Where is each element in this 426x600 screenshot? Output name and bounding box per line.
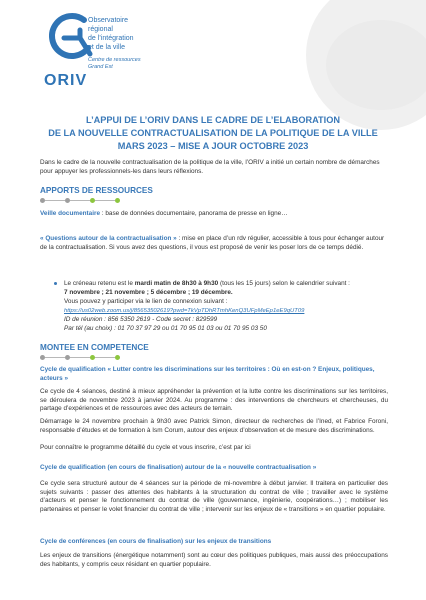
schedule-dates: 7 novembre ; 21 novembre ; 5 décembre ; 19 décembre. (64, 289, 233, 296)
org-subline: Grand Est (88, 64, 113, 70)
section-heading-resources: APPORTS DE RESSOURCES (40, 186, 153, 195)
meeting-id: ID de réunion : 856 5350 2619 - Code secret : 829599 (64, 316, 218, 323)
intro-paragraph: Dans le cadre de la nouvelle contractualisation de la politique de la ville, l’ORIV a initié un certain nombre de démarches pour appuyer les professionnels-les dans leurs réflexions. (40, 159, 380, 175)
org-line: et de la ville (88, 44, 125, 51)
org-line: régional (88, 26, 113, 33)
title-line: MARS 2023 – MISE A JOUR OCTOBRE 2023 (117, 141, 309, 151)
org-line: de l’intégration (88, 35, 134, 42)
cycle2-title: Cycle de qualification (en cours de finalisation) autour de la « nouvelle contractualisation » (40, 464, 317, 471)
cycle1-description: Ce cycle de 4 séances, destiné à mieux appréhender la prévention et la lutte contre les discriminations sur les territoires, se déroulera de novembre 2023 à janvier 2024. Au programme : des interventions de chercheurs et chercheuses, du partage d’expériences et de ressources avec des acteurs de terrain. (40, 388, 388, 413)
veille-paragraph (40, 210, 388, 219)
zoom-link[interactable]: https://us02web.zoom.us/j/85653502619?pwd=TkVpTDhRTmhKenQ3UFpMeEp1eE9qUT09 (64, 308, 305, 314)
cycle3-title: Cycle de conférences (en cours de finalisation) sur les enjeux de transitions (40, 538, 272, 545)
phone-numbers: Par tél (au choix) : 01 70 37 97 29 ou 01 70 95 01 03 ou 01 70 95 03 50 (64, 325, 267, 332)
cycle3-description: Les enjeux de transitions (énergétique notamment) sont au cœur des politiques publiques, mais aussi des préoccupations des habitants, y compris ceux résidant en quartier populaire. (40, 552, 388, 568)
title-line: L’APPUI DE L’ORIV DANS LE CADRE DE L’ELABORATION (85, 115, 341, 125)
org-line: Observatoire (88, 17, 129, 24)
questions-paragraph (40, 235, 388, 252)
veille-label: Veille documentaire (40, 210, 101, 217)
cycle2-description: Ce cycle sera structuré autour de 4 séances sur la période de mi-novembre à début janvier. Il traitera en particulier des sujets suivants : passer des attentes des habitants à la structuration du contrat de ville ; travailler avec le système d’acteurs et penser le fonctionnement du contrat de ville (gouvernance, ingénierie, coopérations…) ; mobiliser les partenaires et penser le volet financier du contrat de ville ; intervenir sur les enjeux de « transitions » en quartier populaire. (40, 480, 388, 513)
connection-text: Vous pouvez y participer via le lien de connexion suivant : (64, 298, 228, 305)
schedule-line: Le créneau retenu est le mardi matin de 8h30 à 9h30 (tous les 15 jours) selon le calendrier suivant : (64, 280, 350, 287)
organization-name (88, 16, 141, 71)
cycle1-start: Démarrage le 24 novembre prochain à 9h30 avec Patrick Simon, directeur de recherches de l’Ined, et Fabrice Foroni, responsable d’études et de formation à Ism Corum, autour des enjeux d’observation et de mesure des discriminations. (40, 418, 388, 434)
bullet-point (54, 282, 57, 285)
section-divider-dots (40, 198, 136, 204)
section-divider-dots (40, 355, 136, 361)
section-heading-competence: MONTEE EN COMPETENCE (40, 343, 149, 352)
document-title (20, 114, 406, 153)
veille-text: : base de données documentaire, panorama de presse en ligne… (100, 210, 288, 217)
brand-name: ORIV (44, 72, 88, 89)
questions-text: : mise en place d’un rdv régulier, accessible à tous pour échanger autour de la contractualisation. Si vous avez des questions, il vous est proposé de venir les poser lors de ce temps dédié. (40, 235, 385, 251)
decorative-circle (326, 20, 426, 110)
questions-label: « Questions autour de la contractualisation » (40, 235, 177, 242)
org-subline: Centre de ressources (88, 57, 141, 63)
cycle1-registration-link[interactable]: Pour connaître le programme détaillé du cycle et vous inscrire, c’est par ici (40, 444, 251, 451)
title-line: DE LA NOUVELLE CONTRACTUALISATION DE LA POLITIQUE DE LA VILLE (48, 128, 378, 138)
cycle1-title: Cycle de qualification « Lutter contre les discriminations sur les territoires : Où en est-on ? Enjeux, politiques, acteurs » (40, 366, 375, 382)
